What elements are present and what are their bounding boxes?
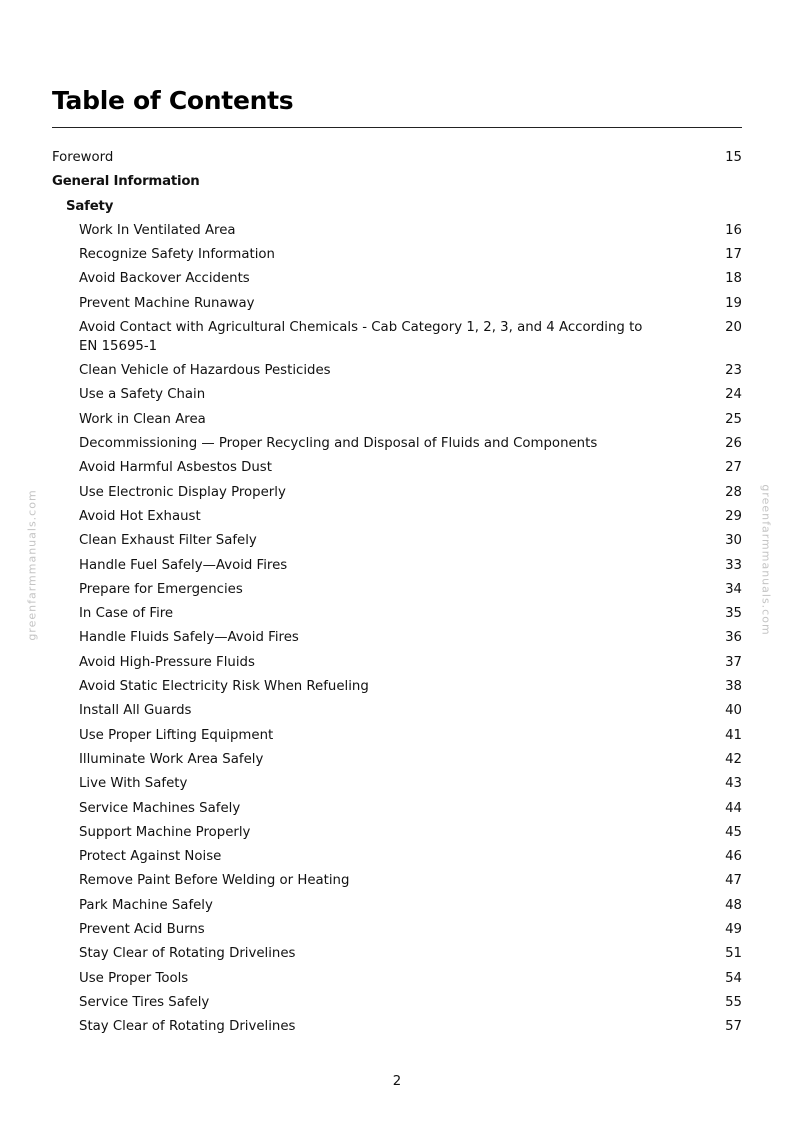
toc-entry[interactable]	[79, 318, 742, 356]
toc-entry[interactable]	[79, 823, 742, 842]
toc-entry[interactable]	[79, 434, 742, 453]
toc-entry-title: Work In Ventilated Area	[79, 223, 236, 238]
toc-entry-title: Handle Fluids Safely—Avoid Fires	[79, 630, 299, 645]
toc-entry-title: Service Machines Safely	[79, 801, 241, 816]
toc-entry-page: 38	[725, 679, 742, 694]
toc-entry[interactable]	[79, 531, 742, 550]
toc-entry-title: Protect Against Noise	[79, 849, 222, 864]
toc-entry-title: Avoid Static Electricity Risk When Refueling	[79, 679, 369, 694]
toc-entry[interactable]	[79, 458, 742, 477]
toc-entry-page: 19	[725, 296, 742, 311]
toc-entry-page: 43	[725, 776, 742, 791]
toc-entry-page: 45	[725, 825, 742, 840]
toc-entry[interactable]	[79, 221, 742, 240]
toc-subsection-title: Safety	[66, 199, 114, 214]
toc-entry-title: Use Proper Tools	[79, 971, 189, 986]
toc-entry-page: 16	[725, 223, 742, 238]
toc-entry-page: 41	[725, 728, 742, 743]
title-divider	[52, 127, 742, 128]
toc-section-title: General Information	[52, 174, 200, 189]
toc-entry-title: Stay Clear of Rotating Drivelines	[79, 946, 296, 961]
toc-entry-title: Decommissioning — Proper Recycling and Disposal of Fluids and Components	[79, 436, 598, 451]
toc-entry[interactable]	[79, 896, 742, 915]
toc-entry[interactable]	[79, 701, 742, 720]
toc-entry-title: Support Machine Properly	[79, 825, 251, 840]
toc-entry-page: 30	[725, 533, 742, 548]
toc-entry[interactable]	[79, 245, 742, 264]
toc-entry[interactable]	[79, 580, 742, 599]
toc-entry[interactable]	[79, 871, 742, 890]
toc-entry-page: 40	[725, 703, 742, 718]
toc-entry-title: Prevent Acid Burns	[79, 922, 205, 937]
toc-entry-page: 44	[725, 801, 742, 816]
toc-entry-title: Clean Exhaust Filter Safely	[79, 533, 257, 548]
toc-entry-page: 35	[725, 606, 742, 621]
toc-subsection-safety[interactable]	[66, 197, 742, 216]
toc-entry-page: 49	[725, 922, 742, 937]
toc-entry-page: 55	[725, 995, 742, 1010]
toc-entry[interactable]	[79, 604, 742, 623]
toc-entry[interactable]	[79, 410, 742, 429]
toc-entry[interactable]	[79, 556, 742, 575]
toc-entry-title: Live With Safety	[79, 776, 188, 791]
toc-entry-page: 17	[725, 247, 742, 262]
watermark-left: greenfarmmanuals.com	[25, 489, 39, 641]
toc-entry[interactable]	[79, 726, 742, 745]
toc-entry-title: In Case of Fire	[79, 606, 174, 621]
toc-entry[interactable]	[79, 385, 742, 404]
toc-entry[interactable]	[79, 969, 742, 988]
toc-entry-page: 33	[725, 558, 742, 573]
toc-entry-title: Stay Clear of Rotating Drivelines	[79, 1019, 296, 1034]
toc-entry-page: 57	[725, 1019, 742, 1034]
toc-section-general-information[interactable]	[52, 172, 742, 191]
toc-entry-title: Recognize Safety Information	[79, 247, 275, 262]
toc-entry[interactable]	[79, 993, 742, 1012]
toc-entry-title: Work in Clean Area	[79, 412, 206, 427]
toc-entry-page: 18	[725, 271, 742, 286]
toc-entry-page: 27	[725, 460, 742, 475]
toc-entry-page: 47	[725, 873, 742, 888]
toc-entry-title: Illuminate Work Area Safely	[79, 752, 264, 767]
toc-entry-title: Use a Safety Chain	[79, 387, 206, 402]
toc-entry[interactable]	[79, 920, 742, 939]
toc-entry-title: Clean Vehicle of Hazardous Pesticides	[79, 363, 331, 378]
toc-entry-title: Avoid Hot Exhaust	[79, 509, 201, 524]
toc-entry-page: 20	[725, 320, 742, 335]
toc-entry[interactable]	[79, 847, 742, 866]
toc-entry-title: Handle Fuel Safely—Avoid Fires	[79, 558, 288, 573]
toc-entry-page: 24	[725, 387, 742, 402]
toc-entry[interactable]	[79, 361, 742, 380]
toc-entry[interactable]	[79, 507, 742, 526]
toc-entry-page: 34	[725, 582, 742, 597]
toc-entry[interactable]	[79, 677, 742, 696]
toc-entry-foreword[interactable]	[52, 148, 742, 167]
watermark-right: greenfarmmanuals.com	[759, 484, 773, 636]
toc-entry-page: 26	[725, 436, 742, 451]
toc-entry-title: Park Machine Safely	[79, 898, 213, 913]
toc-entry[interactable]	[79, 653, 742, 672]
toc-entry-page: 46	[725, 849, 742, 864]
toc-entry-title: Avoid Contact with Agricultural Chemicals - Cab Category 1, 2, 3, and 4 According to EN 15695-1	[79, 320, 643, 354]
toc-entry-page: 28	[725, 485, 742, 500]
page-number: 2	[392, 1074, 402, 1089]
toc-entry[interactable]	[79, 269, 742, 288]
toc-entry-title: Prevent Machine Runaway	[79, 296, 255, 311]
toc-entry[interactable]	[79, 774, 742, 793]
toc-entry-page: 48	[725, 898, 742, 913]
toc-entry-title: Service Tires Safely	[79, 995, 210, 1010]
toc-entry-page: 25	[725, 412, 742, 427]
toc-entry[interactable]	[79, 799, 742, 818]
toc-entry-page: 42	[725, 752, 742, 767]
toc-entry-title: Use Electronic Display Properly	[79, 485, 286, 500]
toc-entry-title: Install All Guards	[79, 703, 192, 718]
toc-entry[interactable]	[79, 944, 742, 963]
toc-entry[interactable]	[79, 483, 742, 502]
toc-entry-page: 51	[725, 946, 742, 961]
toc-entry[interactable]	[79, 1017, 742, 1036]
toc-entry-title: Foreword	[52, 150, 114, 165]
page-title: Table of Contents	[52, 86, 294, 115]
toc-entry[interactable]	[79, 628, 742, 647]
toc-entry-title: Avoid Backover Accidents	[79, 271, 250, 286]
toc-entry-page: 15	[725, 150, 742, 165]
toc-entry-page: 36	[725, 630, 742, 645]
toc-entry-page: 37	[725, 655, 742, 670]
toc-entry[interactable]	[79, 750, 742, 769]
toc-entry-page: 29	[725, 509, 742, 524]
toc-entry-title: Use Proper Lifting Equipment	[79, 728, 274, 743]
toc-entry-page: 23	[725, 363, 742, 378]
toc-entry-title: Avoid Harmful Asbestos Dust	[79, 460, 272, 475]
toc-entry-page: 54	[725, 971, 742, 986]
toc-entry-title: Avoid High-Pressure Fluids	[79, 655, 255, 670]
toc-entry-title: Remove Paint Before Welding or Heating	[79, 873, 350, 888]
toc-entry[interactable]	[79, 294, 742, 313]
toc-entry-title: Prepare for Emergencies	[79, 582, 243, 597]
